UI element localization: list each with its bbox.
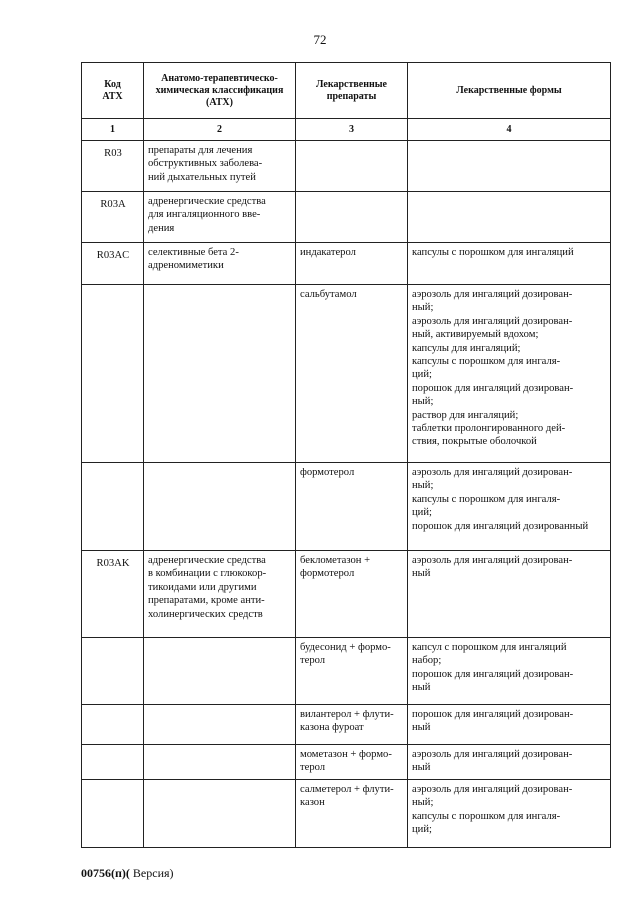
classification-cell: адренергические средства в комбинации с глюкокор- тикоидами или другими препаратами, кроме анти- холинергических средств bbox=[144, 551, 296, 638]
drug-cell: вилантерол + флути- казона фуроат bbox=[296, 705, 408, 745]
header-row bbox=[82, 63, 611, 119]
column-number: 2 bbox=[144, 119, 296, 141]
forms-cell: аэрозоль для ингаляций дозирован- ный; капсулы с порошком для ингаля- ций; bbox=[408, 780, 611, 848]
classification-cell bbox=[144, 463, 296, 551]
header-forms: Лекарственные формы bbox=[408, 63, 611, 119]
atx-code bbox=[82, 745, 144, 780]
forms-cell: аэрозоль для ингаляций дозирован- ный bbox=[408, 745, 611, 780]
forms-cell: капсул с порошком для ингаляций набор; порошок для ингаляций дозирован- ный bbox=[408, 638, 611, 705]
header-classification: Анатомо-терапевтическо- химическая классификация (АТХ) bbox=[144, 63, 296, 119]
header-code: Код АТХ bbox=[82, 63, 144, 119]
classification-cell: селективные бета 2- адреномиметики bbox=[144, 243, 296, 285]
atx-code: R03A bbox=[82, 192, 144, 243]
table-row bbox=[82, 141, 611, 192]
column-number: 3 bbox=[296, 119, 408, 141]
atx-code bbox=[82, 463, 144, 551]
drug-cell: сальбутамол bbox=[296, 285, 408, 463]
drug-cell: салметерол + флути- казон bbox=[296, 780, 408, 848]
table-row bbox=[82, 551, 611, 638]
drug-cell: мометазон + формо- терол bbox=[296, 745, 408, 780]
classification-cell bbox=[144, 745, 296, 780]
table-row bbox=[82, 243, 611, 285]
classification-cell bbox=[144, 780, 296, 848]
drug-cell: формотерол bbox=[296, 463, 408, 551]
classification-cell bbox=[144, 285, 296, 463]
drug-cell: будесонид + формо- терол bbox=[296, 638, 408, 705]
document-version-footer bbox=[81, 866, 174, 881]
atx-code bbox=[82, 780, 144, 848]
forms-cell bbox=[408, 141, 611, 192]
atx-code bbox=[82, 638, 144, 705]
classification-cell bbox=[144, 638, 296, 705]
forms-cell: порошок для ингаляций дозирован- ный bbox=[408, 705, 611, 745]
atx-code bbox=[82, 285, 144, 463]
table-row bbox=[82, 192, 611, 243]
forms-cell: аэрозоль для ингаляций дозирован- ный bbox=[408, 551, 611, 638]
atx-code: R03AC bbox=[82, 243, 144, 285]
column-number-row bbox=[82, 119, 611, 141]
forms-cell: капсулы с порошком для ингаляций bbox=[408, 243, 611, 285]
table-row bbox=[82, 780, 611, 848]
drug-cell bbox=[296, 141, 408, 192]
table-row bbox=[82, 745, 611, 780]
classification-cell: препараты для лечения обструктивных заболева- ний дыхательных путей bbox=[144, 141, 296, 192]
classification-cell: адренергические средства для ингаляционного вве- дения bbox=[144, 192, 296, 243]
document-code: 00756(п)( bbox=[81, 866, 130, 880]
column-number: 1 bbox=[82, 119, 144, 141]
forms-cell bbox=[408, 192, 611, 243]
atx-code: R03 bbox=[82, 141, 144, 192]
table-row bbox=[82, 285, 611, 463]
forms-cell: аэрозоль для ингаляций дозирован- ный; аэрозоль для ингаляций дозирован- ный, активируемый вдохом; капсулы для ингаляций; капсулы с порошком для ингаля- ций; порошок для ингаляций дозирован- ный; раствор для ингаляций; таблетки пролонгированного дей- ствия, покрытые оболочкой bbox=[408, 285, 611, 463]
page-number: 72 bbox=[313, 32, 327, 47]
atx-table bbox=[81, 62, 611, 848]
forms-cell: аэрозоль для ингаляций дозирован- ный; капсулы с порошком для ингаля- ций; порошок для ингаляций дозированный bbox=[408, 463, 611, 551]
atx-code: R03AK bbox=[82, 551, 144, 638]
drug-cell bbox=[296, 192, 408, 243]
header-drugs: Лекарственные препараты bbox=[296, 63, 408, 119]
classification-cell bbox=[144, 705, 296, 745]
atx-code bbox=[82, 705, 144, 745]
drug-cell: беклометазон + формотерол bbox=[296, 551, 408, 638]
table-row bbox=[82, 705, 611, 745]
table-row bbox=[82, 463, 611, 551]
column-number: 4 bbox=[408, 119, 611, 141]
table-row bbox=[82, 638, 611, 705]
version-label: Версия) bbox=[129, 866, 174, 880]
drug-cell: индакатерол bbox=[296, 243, 408, 285]
